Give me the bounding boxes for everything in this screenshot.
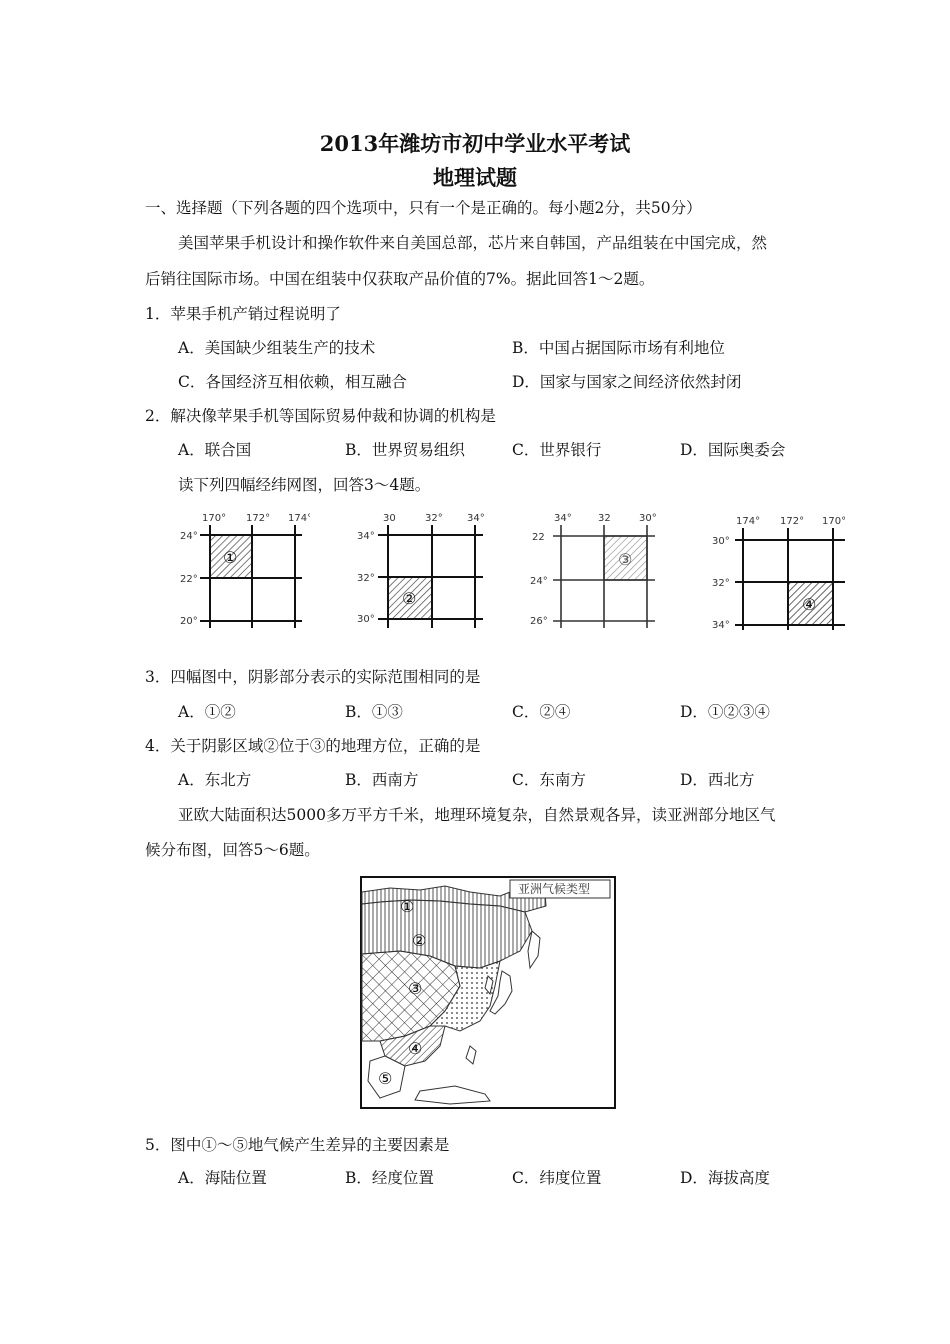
map-title: 亚洲气候类型 bbox=[518, 882, 591, 896]
intro-paragraph-1-line-1: 美国苹果手机设计和操作软件来自美国总部，芯片来自韩国，产品组装在中国完成，然 bbox=[178, 234, 768, 252]
question-1-stem: 1．苹果手机产销过程说明了 bbox=[145, 305, 341, 323]
region-label: ④ bbox=[802, 595, 817, 614]
left-label-3: 34° bbox=[712, 620, 730, 631]
question-5-option-b[interactable]: B．经度位置 bbox=[345, 1169, 434, 1187]
exam-title: 2013年潍坊市初中学业水平考试 bbox=[319, 131, 631, 156]
question-1-option-d[interactable]: D．国家与国家之间经济依然封闭 bbox=[512, 373, 742, 391]
intro-paragraph-2: 读下列四幅经纬网图，回答3～4题。 bbox=[178, 476, 431, 494]
question-4-option-c[interactable]: C．东南方 bbox=[512, 771, 586, 789]
left-label-1: 34° bbox=[357, 531, 375, 542]
question-4-stem: 4．关于阴影区域②位于③的地理方位，正确的是 bbox=[145, 737, 481, 755]
question-3-option-b[interactable]: B．①③ bbox=[345, 703, 403, 721]
question-5-option-c[interactable]: C．纬度位置 bbox=[512, 1169, 602, 1187]
question-2-option-d[interactable]: D．国际奥委会 bbox=[680, 441, 786, 459]
left-label-1: 30° bbox=[712, 536, 730, 547]
top-label-2: 32° bbox=[425, 513, 443, 524]
question-4-option-d[interactable]: D．西北方 bbox=[680, 771, 755, 789]
section-header: 一、选择题（下列各题的四个选项中，只有一个是正确的。每小题2分，共50分） bbox=[145, 199, 702, 217]
top-label-3: 170° bbox=[822, 516, 845, 527]
question-4-option-a[interactable]: A．东北方 bbox=[178, 771, 252, 789]
question-3-option-a[interactable]: A．①② bbox=[178, 703, 236, 721]
left-label-3: 26° bbox=[530, 616, 548, 627]
climate-label-2: ② bbox=[412, 931, 427, 950]
intro-paragraph-1-line-2: 后销往国际市场。中国在组装中仅获取产品价值的7%。据此回答1～2题。 bbox=[145, 270, 655, 288]
top-label-3: 30° bbox=[639, 513, 657, 524]
lat-lon-grid-4 bbox=[700, 510, 845, 635]
lat-lon-grid-3 bbox=[520, 510, 665, 635]
question-3-option-c[interactable]: C．②④ bbox=[512, 703, 571, 721]
region-label: ① bbox=[223, 548, 238, 567]
intro-paragraph-3-line-1: 亚欧大陆面积达5000多万平方千米，地理环境复杂，自然景观各异，读亚洲部分地区气 bbox=[178, 806, 776, 824]
climate-label-3: ③ bbox=[408, 979, 423, 998]
left-label-2: 22° bbox=[180, 574, 198, 585]
top-label-3: 34° bbox=[467, 513, 485, 524]
top-label-2: 172° bbox=[246, 513, 271, 524]
question-1-option-c[interactable]: C．各国经济互相依赖，相互融合 bbox=[178, 373, 407, 391]
question-1-option-a[interactable]: A．美国缺少组装生产的技术 bbox=[178, 339, 376, 357]
asia-climate-map bbox=[360, 876, 616, 1109]
top-label-1: 170° bbox=[202, 513, 227, 524]
left-label-3: 30° bbox=[357, 614, 375, 625]
top-label-3: 174° bbox=[288, 513, 310, 524]
question-5-stem: 5．图中①～⑤地气候产生差异的主要因素是 bbox=[145, 1136, 450, 1154]
question-2-option-b[interactable]: B．世界贸易组织 bbox=[345, 441, 465, 459]
question-3-stem: 3．四幅图中，阴影部分表示的实际范围相同的是 bbox=[145, 668, 481, 686]
question-1-option-b[interactable]: B．中国占据国际市场有利地位 bbox=[512, 339, 725, 357]
left-label-1: 24° bbox=[180, 531, 198, 542]
climate-label-1: ① bbox=[400, 897, 415, 916]
left-label-1: 22 bbox=[532, 532, 545, 543]
climate-label-4: ④ bbox=[408, 1039, 423, 1058]
region-label: ② bbox=[402, 589, 417, 608]
lat-lon-grid-2 bbox=[345, 510, 490, 635]
left-label-3: 20° bbox=[180, 616, 198, 627]
question-4-option-b[interactable]: B．西南方 bbox=[345, 771, 419, 789]
lat-lon-grid-1 bbox=[170, 510, 310, 635]
left-label-2: 24° bbox=[530, 576, 548, 587]
top-label-1: 34° bbox=[554, 513, 572, 524]
left-label-2: 32° bbox=[357, 573, 375, 584]
top-label-1: 174° bbox=[736, 516, 761, 527]
question-3-option-d[interactable]: D．①②③④ bbox=[680, 703, 770, 721]
left-label-2: 32° bbox=[712, 578, 730, 589]
top-label-1: 30 bbox=[383, 513, 396, 524]
exam-subtitle: 地理试题 bbox=[433, 165, 517, 190]
question-5-option-d[interactable]: D．海拔高度 bbox=[680, 1169, 770, 1187]
top-label-2: 32 bbox=[598, 513, 611, 524]
question-5-option-a[interactable]: A．海陆位置 bbox=[178, 1169, 267, 1187]
question-2-option-c[interactable]: C．世界银行 bbox=[512, 441, 602, 459]
climate-label-5: ⑤ bbox=[378, 1069, 393, 1088]
top-label-2: 172° bbox=[780, 516, 805, 527]
question-2-stem: 2．解决像苹果手机等国际贸易仲裁和协调的机构是 bbox=[145, 407, 496, 425]
intro-paragraph-3-line-2: 候分布图，回答5～6题。 bbox=[145, 841, 320, 859]
question-2-option-a[interactable]: A．联合国 bbox=[178, 441, 252, 459]
region-label: ③ bbox=[618, 550, 633, 569]
